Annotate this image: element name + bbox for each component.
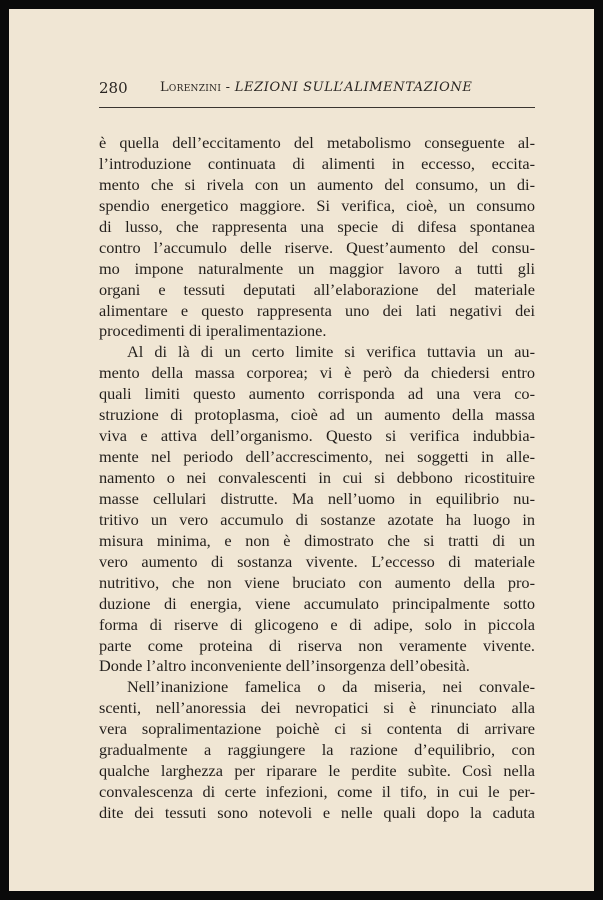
text-line: procedimenti di iperalimentazione. (99, 321, 327, 341)
text-line: convalescenza di certe infezioni, come il tifo, in cui le per- (99, 782, 535, 802)
text-line: struzione di protoplasma, cioè ad un aumento della massa (99, 405, 535, 425)
paragraph (99, 677, 535, 824)
text-line: organi e tessuti deputati all’elaborazione del materiale (99, 279, 535, 299)
text-line: nutritivo, che non viene bruciato con aumento della pro- (99, 572, 535, 592)
text-line: namento o nei convalescenti in cui si debbono ricostituire (99, 468, 535, 487)
text-line: qualche larghezza per riparare le perdite subìte. Così nella (99, 761, 535, 781)
text-line: Donde l’altro inconveniente dell’insorgenza dell’obesità. (99, 656, 470, 676)
text-line: contro l’accumulo delle riserve. Quest’aumento del consu- (99, 237, 535, 257)
book-page (9, 9, 594, 891)
text-line: gradualmente a raggiungere la razione d’equilibrio, con (99, 740, 535, 760)
text-line: l’introduzione continuata di alimenti in eccesso, eccita- (99, 153, 535, 173)
text-line: scenti, nell’anoressia dei nevropatici si è rinunciato alla (99, 698, 535, 718)
text-line: parte come proteina di riserva non veramente vivente. (99, 635, 535, 655)
text-line: tritivo un vero accumulo di sostanze azotate ha luogo in (99, 509, 535, 529)
running-head-separator: - (225, 80, 231, 95)
text-line: di lusso, che rappresenta una specie di difesa spontanea (99, 216, 535, 236)
text-line: forma di riserve di glicogeno e di adipe, solo in piccola (99, 614, 535, 634)
text-line: vera sopralimentazione poichè ci si contenta di arrivare (99, 719, 535, 739)
text-line: dite dei tessuti sono notevoli e nelle quali dopo la caduta (99, 803, 535, 822)
text-line: alimentare e questo rappresenta uno dei lati negativi dei (99, 300, 535, 320)
text-line: spendio energetico maggiore. Si verifica, cioè, un consumo (99, 195, 535, 215)
text-line: Nell’inanizione famelica o da miseria, nei convale- (127, 677, 535, 697)
text-line: mente nel periodo dell’accrescimento, nei soggetti in alle- (99, 447, 535, 467)
running-head (160, 78, 472, 98)
text-line: misura minima, e non è dimostrato che si tratti di un (99, 530, 535, 550)
text-line: masse cellulari distrutte. Ma nell’uomo in equilibrio nu- (99, 488, 535, 508)
paragraph (99, 133, 535, 342)
text-line: mento della massa corporea; vi è però da chiedersi entro (99, 363, 535, 383)
running-head-author: Lorenzini (160, 80, 222, 95)
header-rule (99, 107, 535, 108)
text-line: vero aumento di sostanza vivente. L’eccesso di materiale (99, 551, 535, 571)
text-line: mo impone naturalmente un maggior lavoro a tutti gli (99, 258, 535, 278)
text-line: mento che si rivela con un aumento del consumo, un di- (99, 174, 535, 194)
running-header (99, 78, 535, 98)
body-text (99, 133, 535, 824)
text-line: viva e attiva dell’organismo. Questo si verifica indubbia- (99, 426, 535, 446)
text-line: quali limiti questo aumento corrisponda ad una vera co- (99, 384, 535, 404)
text-line: duzione di energia, viene accumulato principalmente sotto (99, 593, 535, 613)
running-head-title: LEZIONI SULL’ALIMENTAZIONE (234, 80, 473, 95)
page-number: 280 (99, 79, 128, 97)
text-line: è quella dell’eccitamento del metabolismo conseguente al- (99, 133, 535, 152)
paragraph (99, 342, 535, 677)
text-line: Al di là di un certo limite si verifica tuttavia un au- (127, 342, 535, 362)
